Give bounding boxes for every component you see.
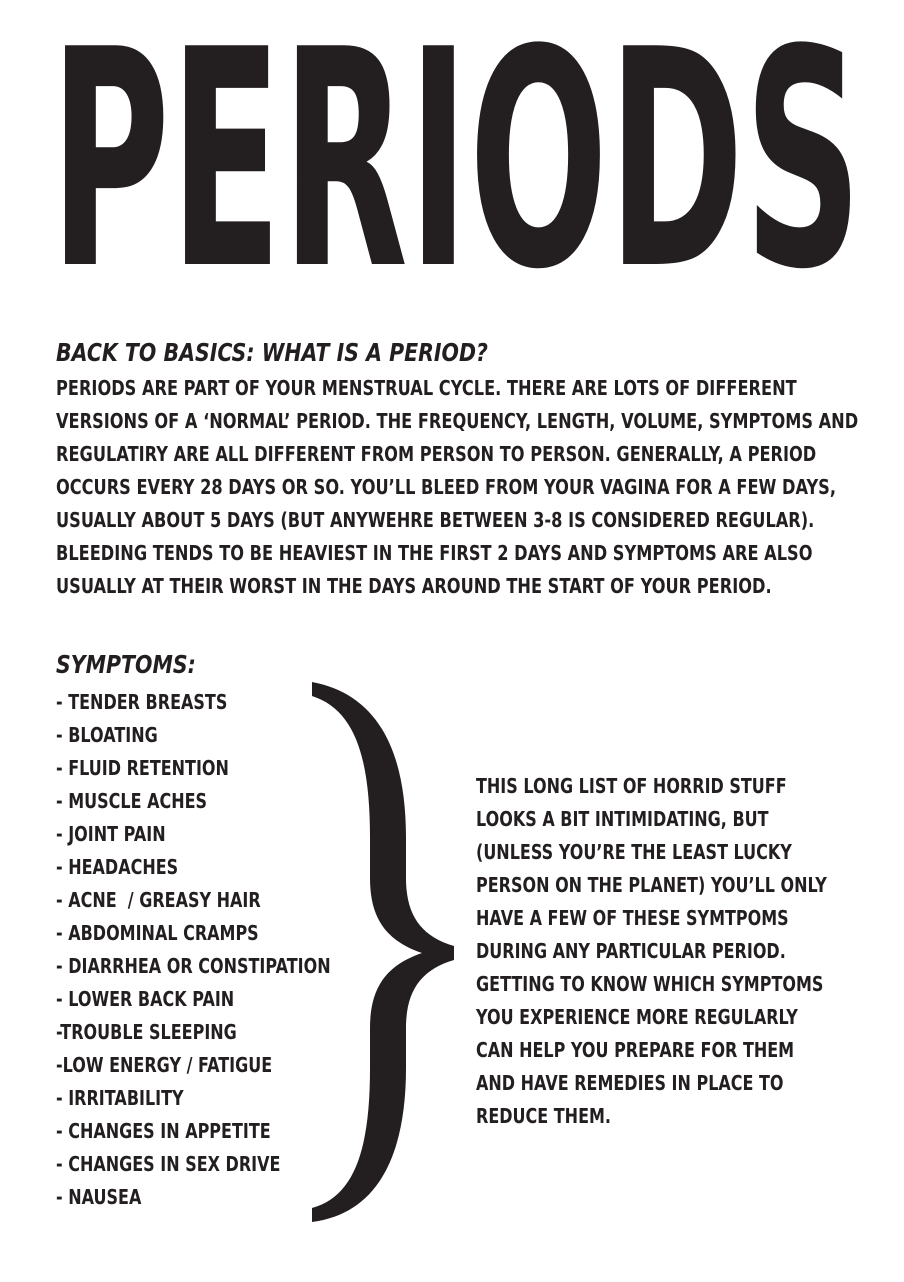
symptom-item: - LOWER BACK PAIN xyxy=(56,987,235,1011)
symptom-item: - JOINT PAIN xyxy=(56,822,166,846)
symptom-item: - IRRITABILITY xyxy=(56,1086,184,1110)
note-line: YOU EXPERIENCE MORE REGULARLY xyxy=(476,1005,798,1029)
note-line: PERSON ON THE PLANET) YOU’LL ONLY xyxy=(476,873,827,897)
symptom-item: - DIARRHEA OR CONSTIPATION xyxy=(56,954,331,978)
page-title-text: PERIODS xyxy=(50,40,862,272)
symptoms-heading: SYMPTOMS: xyxy=(56,650,196,679)
curly-brace-icon xyxy=(308,678,458,1226)
note-line: THIS LONG LIST OF HORRID STUFF xyxy=(476,774,787,798)
symptom-item: - ABDOMINAL CRAMPS xyxy=(56,921,259,945)
symptom-item: - ACNE / GREASY HAIR xyxy=(56,888,261,912)
symptoms-note xyxy=(476,770,827,1133)
page-title xyxy=(50,40,862,272)
intro-line: REGULATIRY ARE ALL DIFFERENT FROM PERSON TO PERSON. GENERALLY, A PERIOD xyxy=(56,442,817,466)
note-line: DURING ANY PARTICULAR PERIOD. xyxy=(476,939,786,963)
symptom-item: - CHANGES IN SEX DRIVE xyxy=(56,1152,281,1176)
intro-line: OCCURS EVERY 28 DAYS OR SO. YOU’LL BLEED FROM YOUR VAGINA FOR A FEW DAYS, xyxy=(56,475,837,499)
note-line: (UNLESS YOU’RE THE LEAST LUCKY xyxy=(476,840,792,864)
intro-line: PERIODS ARE PART OF YOUR MENSTRUAL CYCLE. THERE ARE LOTS OF DIFFERENT xyxy=(56,376,797,400)
symptom-item: - FLUID RETENTION xyxy=(56,756,229,780)
symptom-list xyxy=(56,686,331,1214)
symptom-item: -TROUBLE SLEEPING xyxy=(56,1020,237,1044)
note-line: GETTING TO KNOW WHICH SYMPTOMS xyxy=(476,972,824,996)
symptom-item: - NAUSEA xyxy=(56,1185,142,1209)
symptom-item: - TENDER BREASTS xyxy=(56,690,228,714)
note-line: AND HAVE REMEDIES IN PLACE TO xyxy=(476,1071,784,1095)
intro-line: VERSIONS OF A ‘NORMAL’ PERIOD. THE FREQUENCY, LENGTH, VOLUME, SYMPTOMS AND xyxy=(56,409,859,433)
note-line: CAN HELP YOU PREPARE FOR THEM xyxy=(476,1038,795,1062)
symptom-item: - MUSCLE ACHES xyxy=(56,789,208,813)
intro-line: USUALLY ABOUT 5 DAYS (BUT ANYWEHRE BETWEEN 3-8 IS CONSIDERED REGULAR). xyxy=(56,508,815,532)
symptom-item: -LOW ENERGY / FATIGUE xyxy=(56,1053,273,1077)
intro-line: USUALLY AT THEIR WORST IN THE DAYS AROUND THE START OF YOUR PERIOD. xyxy=(56,574,772,598)
note-line: LOOKS A BIT INTIMIDATING, BUT xyxy=(476,807,769,831)
note-line: REDUCE THEM. xyxy=(476,1104,611,1128)
symptom-item: - CHANGES IN APPETITE xyxy=(56,1119,271,1143)
note-line: HAVE A FEW OF THESE SYMTPOMS xyxy=(476,906,789,930)
intro-heading: BACK TO BASICS: WHAT IS A PERIOD? xyxy=(56,338,488,367)
intro-line: BLEEDING TENDS TO BE HEAVIEST IN THE FIRST 2 DAYS AND SYMPTOMS ARE ALSO xyxy=(56,541,813,565)
symptom-item: - HEADACHES xyxy=(56,855,179,879)
symptom-item: - BLOATING xyxy=(56,723,158,747)
intro-paragraph xyxy=(56,372,859,603)
